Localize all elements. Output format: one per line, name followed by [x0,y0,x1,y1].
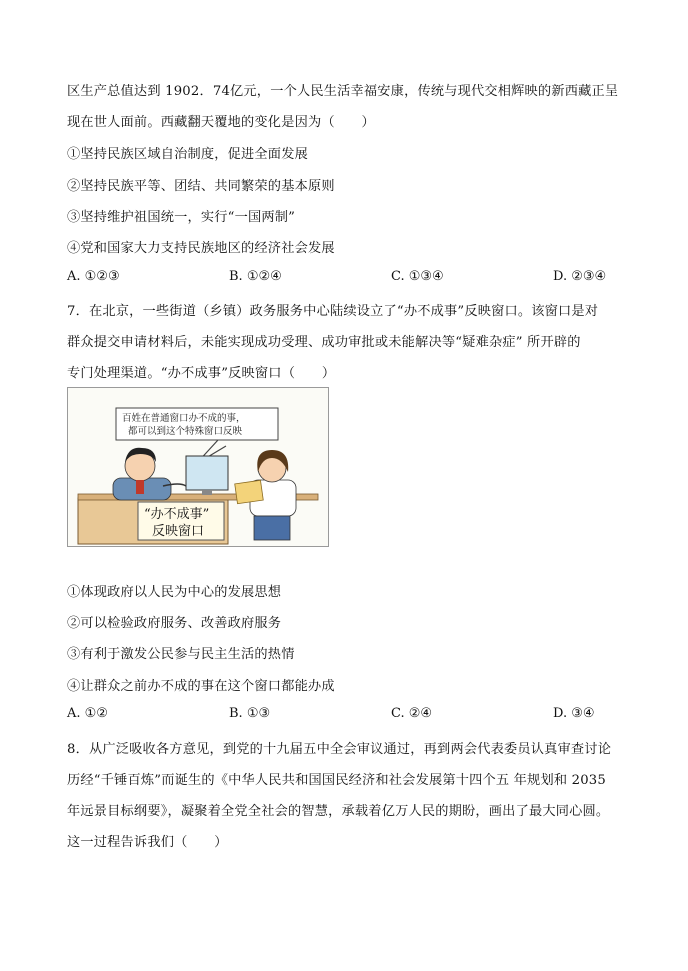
sign-text-line-1: “办不成事” [144,507,210,522]
monitor-stand [202,490,212,495]
clerk-figure [113,448,186,500]
q7-statement-4: ④让群众之前办不成的事在这个窗口都能办成 [67,679,335,694]
q6-statement-1: ①坚持民族区域自治制度，促进全面发展 [67,147,308,162]
q7-statement-3: ③有利于激发公民参与民主生活的热情 [67,647,295,662]
q7-text-line-3: 专门处理渠道。“办不成事”反映窗口（ ） [67,366,336,381]
q7-option-d: D. ③④ [553,706,595,721]
q8-text-line-3: 年远景目标纲要》，凝聚着全党全社会的智慧，承载着亿万人民的期盼，画出了最大同心圆。 [67,804,610,819]
q6-option-d: D. ②③④ [553,269,607,284]
q8-text-line-4: 这一过程告诉我们（ ） [67,835,228,850]
q6-statement-3: ③坚持维护祖国统一，实行“一国两制” [67,210,296,225]
q7-option-c: C. ②④ [391,706,433,721]
q7-text-line-2: 群众提交申请材料后，未能实现成功受理、成功审批或未能解决等“疑难杂症” 所开辟的 [67,335,581,350]
bubble-text-line-2: 都可以到这个特殊窗口反映 [128,426,243,437]
q8-text-line-1: 8．从广泛吸收各方意见，到党的十九届五中全会审议通过，再到两会代表委员认真审查讨论 [67,742,612,757]
q7-option-b: B. ①③ [229,706,271,721]
q7-statement-1: ①体现政府以人民为中心的发展思想 [67,585,282,600]
bubble-text-line-1: 百姓在普通窗口办不成的事， [122,413,246,424]
q6-statement-4: ④党和国家大力支持民族地区的经济社会发展 [67,241,335,256]
q6-statement-2: ②坚持民族平等、团结、共同繁荣的基本原则 [67,179,335,194]
computer-monitor [186,456,228,490]
q7-text-line-1: 7．在北京，一些街道（乡镇）政务服务中心陆续设立了“办不成事”反映窗口。该窗口是对 [67,304,599,319]
q6-option-b: B. ①②④ [229,269,282,284]
q6-text-line-2: 现在世人面前。西藏翻天覆地的变化是因为（ ） [67,115,375,130]
q7-statement-2: ②可以检验政府服务、改善政府服务 [67,616,282,631]
q8-text-line-2: 历经“千锤百炼”而诞生的《中华人民共和国国民经济和社会发展第十四个五 年规划和 2035 [67,773,606,788]
citizen-figure [235,450,296,540]
q6-option-c: C. ①③④ [391,269,444,284]
q7-cartoon-illustration [67,387,329,547]
q6-text-line-1: 区生产总值达到 1902．74亿元，一个人民生活幸福安康，传统与现代交相辉映的新西藏正呈 [67,84,619,99]
sign-text-line-2: 反映窗口 [152,524,205,539]
cartoon-drawing [68,388,328,546]
q7-option-a: A. ①② [67,706,108,721]
q6-option-a: A. ①②③ [67,269,120,284]
